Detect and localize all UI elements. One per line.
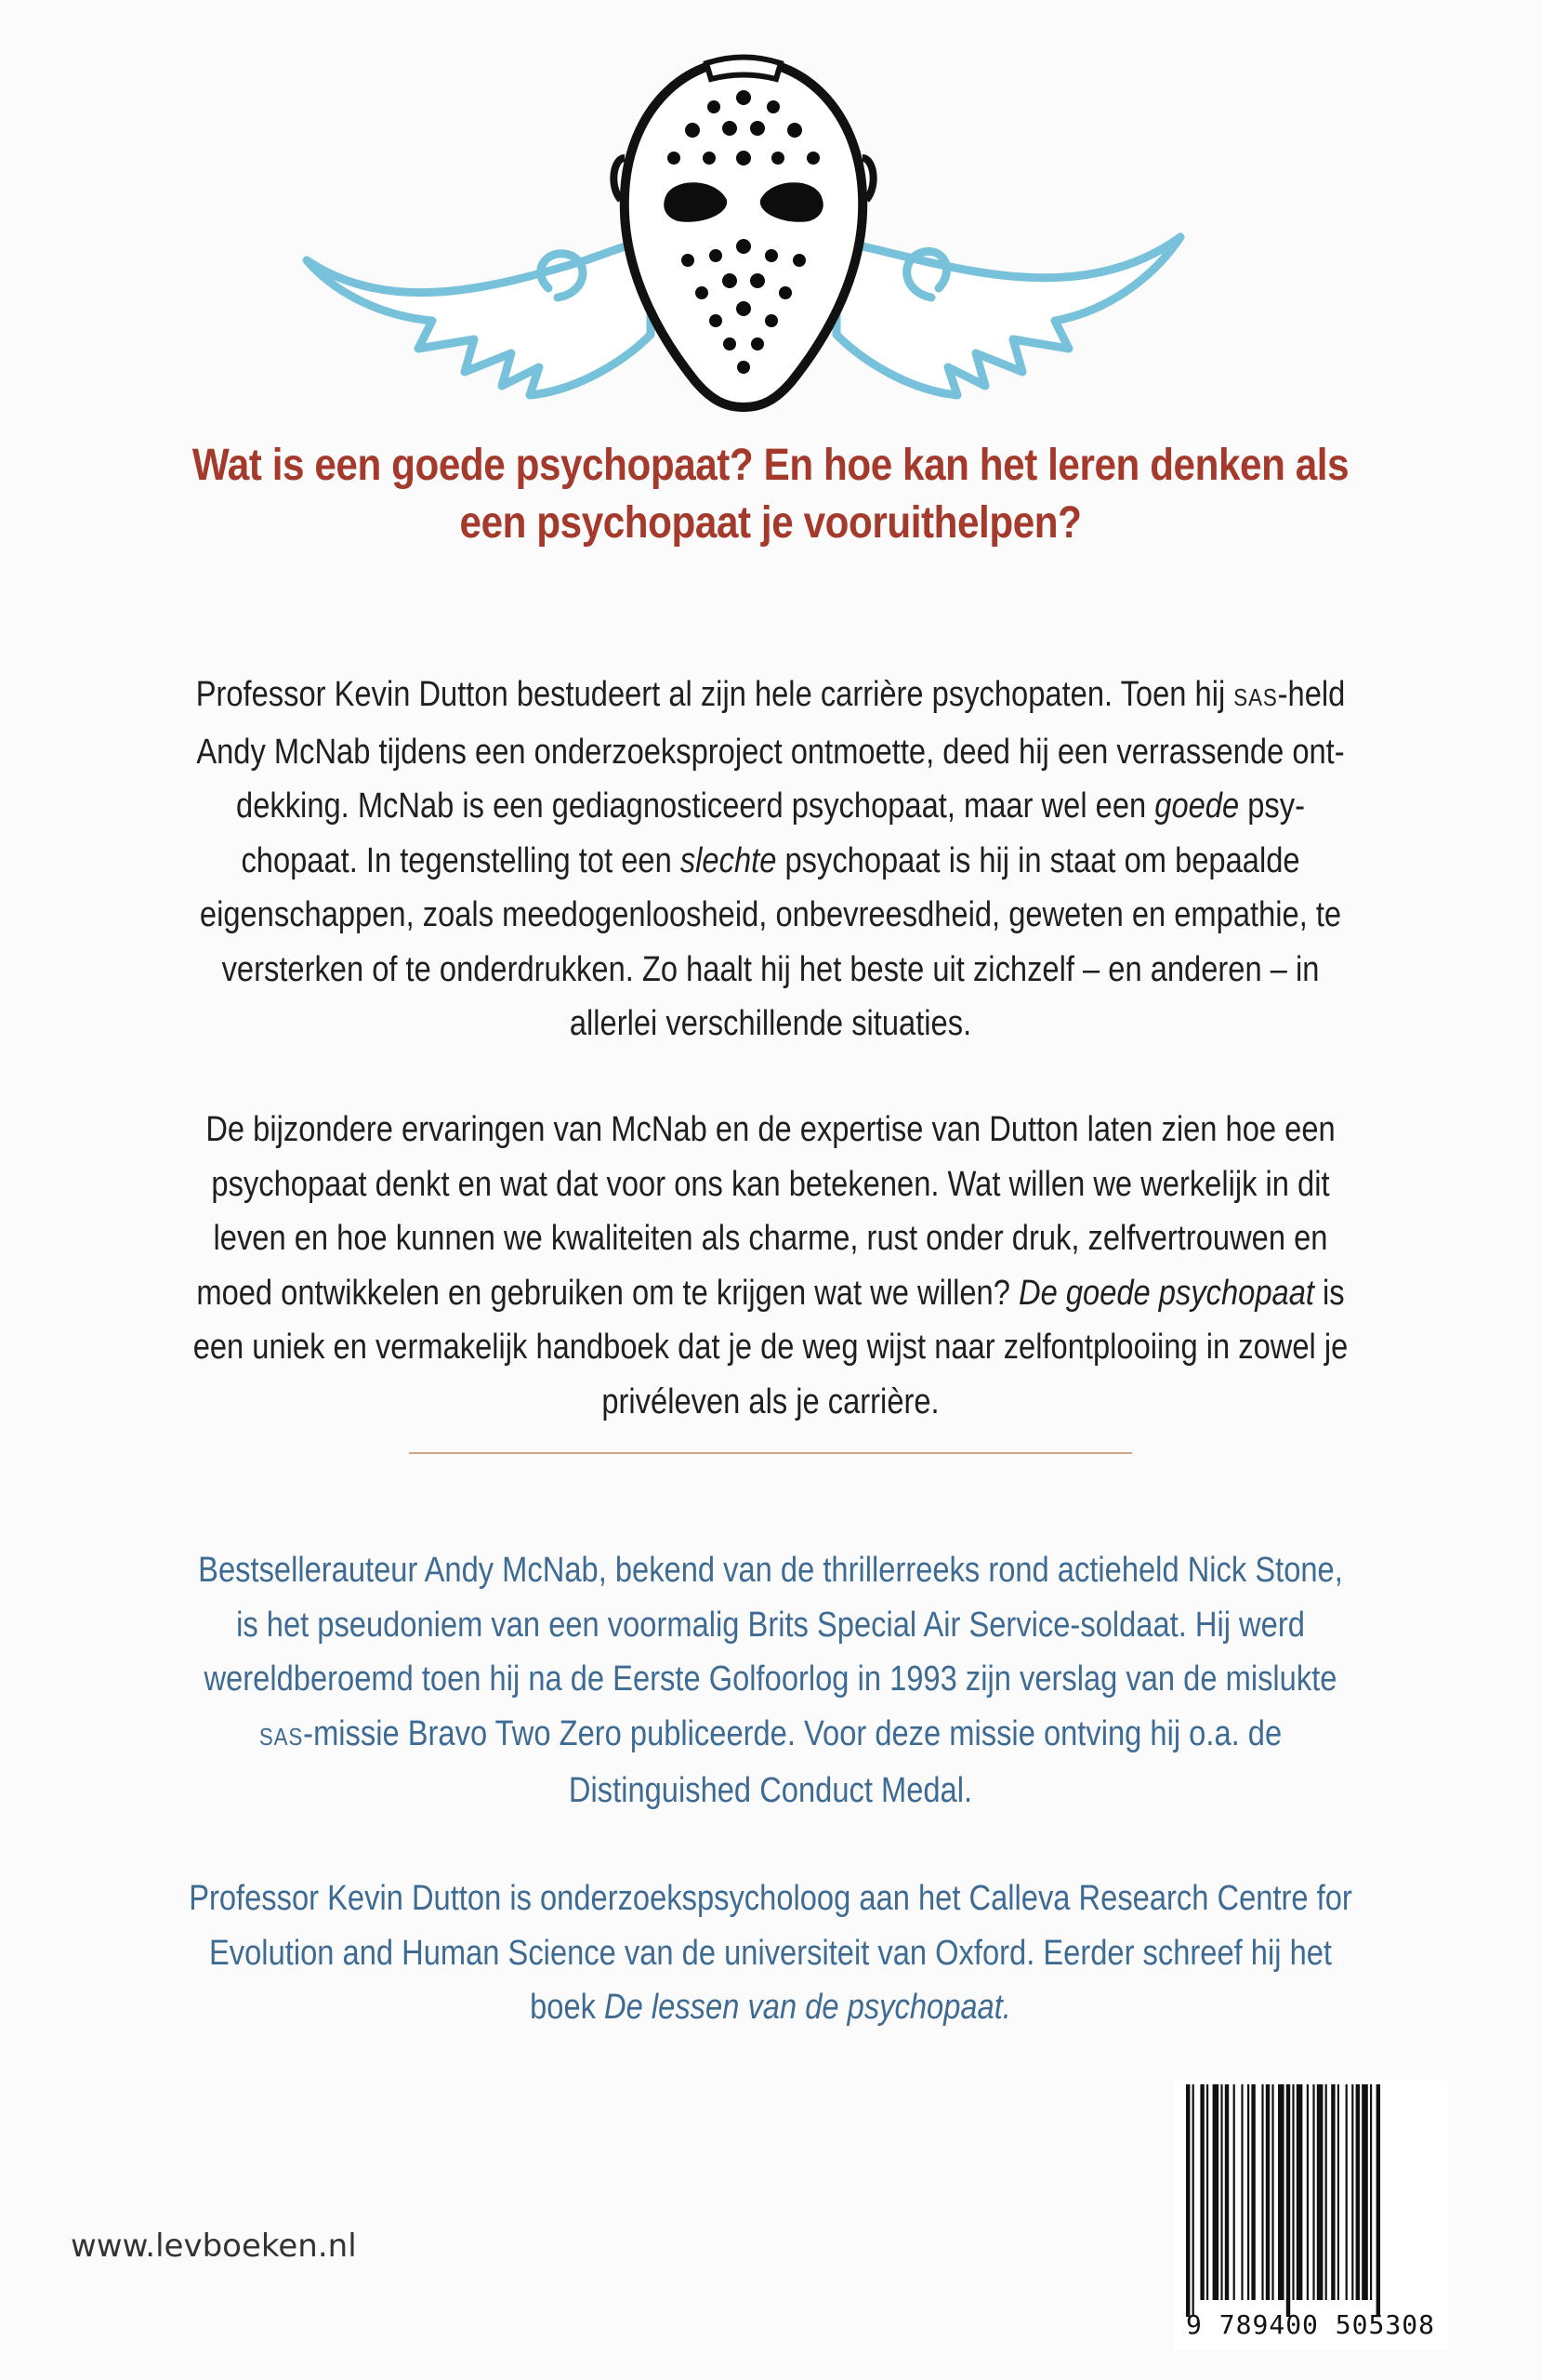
p1-text-d: psychopaat is hij in staat om bepaalde eigenschappen, zoals meedogenloosheid, onbevreesdheid, geweten en empathie, te versterken of te onderdrukken. Zo haalt hij het beste uit zichzelf – en anderen – in allerlei verschillende situaties. bbox=[199, 840, 1342, 1043]
bio-kevin-dutton bbox=[184, 1871, 1357, 2035]
mcnab-text-a: Bestsellerauteur Andy McNab, bekend van de thrillerreeks rond actieheld Nick Stone, is het pseudoniem van een voormalig Brits Special Air Service-soldaat. Hij werd wereldberoemd toen hij na de Eerste Golfoorlog in 1993 zijn verslag van de mislukte bbox=[198, 1551, 1343, 1699]
winged-mask-icon bbox=[279, 28, 1208, 418]
barcode-bar bbox=[1266, 2084, 1270, 2300]
barcode-bar bbox=[1206, 2084, 1208, 2300]
barcode-bar bbox=[1261, 2084, 1263, 2300]
barcode-bar bbox=[1312, 2084, 1314, 2300]
right-wing-icon bbox=[836, 237, 1180, 395]
barcode-bar bbox=[1376, 2084, 1380, 2317]
emphasis-goede: goede bbox=[1154, 787, 1240, 826]
barcode-bar bbox=[1286, 2084, 1290, 2317]
p1-text-c: psychopaat. In tegenstelling tot een bbox=[241, 787, 1305, 880]
p1-text-b: -held Andy McNab tijdens een onderzoeksproject ontmoette, deed hij een verrassende ontdekking. McNab is een gediagnosticeerd psychopaat, maar wel een bbox=[196, 675, 1346, 826]
sas-abbreviation: SAS bbox=[258, 1722, 304, 1751]
barcode-bar bbox=[1292, 2084, 1294, 2300]
section-divider bbox=[409, 1452, 1132, 1454]
barcode-bar bbox=[1337, 2084, 1339, 2300]
barcode-bar bbox=[1356, 2084, 1360, 2300]
barcode-bars bbox=[1182, 2084, 1439, 2317]
barcode-bar bbox=[1346, 2084, 1348, 2300]
dutton-text-a: Professor Kevin Dutton is onderzoekspsycholoog aan het Calleva Research Centre for Evolution and Human Science van de universiteit van Oxford. Eerder schreef hij het boek bbox=[189, 1879, 1352, 2027]
barcode-bar bbox=[1247, 2084, 1249, 2300]
barcode-bar bbox=[1192, 2084, 1194, 2317]
barcode-bar bbox=[1271, 2084, 1273, 2300]
p2-text-b: is een uniek en vermakelijk handboek dat je de weg wijst naar zelfontplooiing in zowel je privéleven als je carrière. bbox=[192, 1273, 1349, 1421]
sas-abbreviation: SAS bbox=[1233, 683, 1278, 711]
isbn-lead: 9 bbox=[1186, 2309, 1203, 2340]
isbn-right: 505308 bbox=[1335, 2309, 1435, 2340]
barcode-bar bbox=[1351, 2084, 1353, 2300]
barcode-bar bbox=[1186, 2084, 1190, 2317]
barcode-bar bbox=[1317, 2084, 1324, 2300]
barcode-bar bbox=[1278, 2084, 1284, 2300]
description-paragraph-2 bbox=[184, 1103, 1357, 1429]
barcode-bar bbox=[1251, 2084, 1255, 2300]
p2-text-a: De bijzondere ervaringen van McNab en de expertise van Dutton laten zien hoe een psychopaat denkt en wat dat voor ons kan betekenen. Wat willen we werkelijk in dit leven en hoe kunnen we kwaliteiten als charme, rust onder druk, zelfvertrouwen en moed ontwikkelen en gebruiken om te krijgen wat we willen? bbox=[196, 1110, 1336, 1313]
barcode-bar bbox=[1233, 2084, 1235, 2300]
emphasis-slechte: slechte bbox=[679, 840, 777, 880]
publisher-website: www.levboeken.nl bbox=[71, 2228, 357, 2265]
description-paragraph-1 bbox=[184, 668, 1357, 1051]
left-wing-icon bbox=[307, 242, 651, 395]
barcode-bar bbox=[1213, 2084, 1219, 2300]
p1-text-a: Professor Kevin Dutton bestudeert al zijn hele carrière psychopaten. Toen hij bbox=[195, 675, 1234, 714]
barcode-bar bbox=[1200, 2084, 1204, 2300]
bio-andy-mcnab bbox=[184, 1543, 1357, 1818]
barcode-bar bbox=[1331, 2084, 1335, 2300]
barcode-bar bbox=[1297, 2084, 1303, 2300]
barcode-bar bbox=[1220, 2084, 1222, 2300]
barcode-bar bbox=[1241, 2084, 1243, 2300]
hockey-mask-icon bbox=[613, 58, 873, 408]
barcode-bar bbox=[1370, 2084, 1372, 2300]
book-title: De goede psychopaat bbox=[1018, 1273, 1314, 1313]
mcnab-text-b: -missie Bravo Two Zero publiceerde. Voor deze missie ontving hij o.a. de Distinguished Conduct Medal. bbox=[303, 1713, 1283, 1810]
barcode-bar bbox=[1325, 2084, 1327, 2300]
barcode-bar bbox=[1225, 2084, 1229, 2300]
barcode-bar bbox=[1307, 2084, 1309, 2300]
isbn-left: 789400 bbox=[1218, 2309, 1319, 2340]
barcode bbox=[1173, 2081, 1448, 2350]
barcode-bar bbox=[1362, 2084, 1368, 2300]
isbn-number bbox=[1173, 2309, 1448, 2340]
tagline-heading: Wat is een goede psychopaat? En hoe kan het leren denken als een psychopaat je vooruithelpen? bbox=[191, 441, 1350, 548]
previous-book-title: De lessen van de psychopaat. bbox=[604, 1988, 1011, 2027]
